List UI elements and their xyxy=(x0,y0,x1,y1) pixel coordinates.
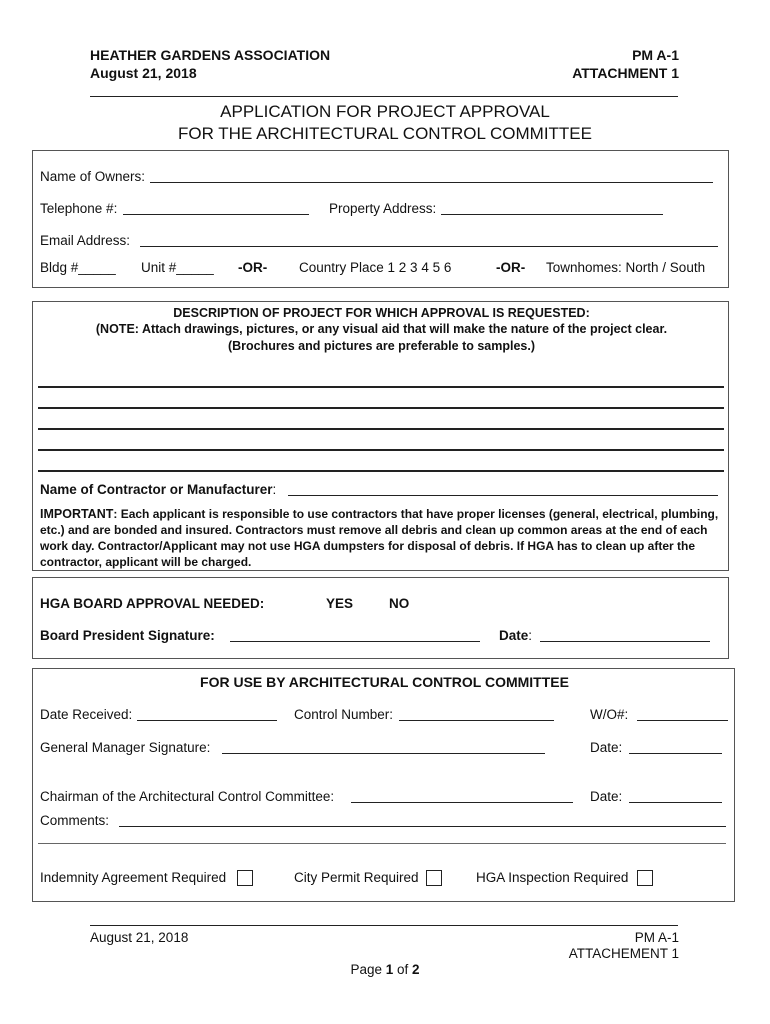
owner-info-box xyxy=(32,150,729,288)
description-note-2: (Brochures and pictures are preferable to samples.) xyxy=(227,339,536,353)
important-text: : Each applicant is responsible to use contractors that have proper licenses (general, electrical, plumbing, etc.) and are bonded and insured. Contractors must remove all debris and clean up common areas at the end of each work day. Contractor/Applicant may not use HGA dumpsters for disposal of debris. If HGA has to clean up after the contractor, applicant will be charged. xyxy=(40,507,719,569)
org-name: HEATHER GARDENS ASSOCIATION xyxy=(90,47,331,63)
description-line-2[interactable] xyxy=(38,407,724,409)
committee-heading: FOR USE BY ARCHITECTURAL CONTROL COMMITTEE xyxy=(200,674,569,690)
header-attachment: ATTACHMENT 1 xyxy=(572,65,679,81)
control-number-field[interactable] xyxy=(399,720,554,721)
country-place-options[interactable]: Country Place 1 2 3 4 5 6 xyxy=(299,260,452,275)
description-line-3[interactable] xyxy=(38,428,724,430)
wo-label: W/O#: xyxy=(590,707,629,722)
or-label-2: -OR- xyxy=(496,260,526,275)
indemnity-checkbox[interactable] xyxy=(237,870,253,886)
unit-field[interactable]: Unit #_____ xyxy=(141,260,214,275)
indemnity-label: Indemnity Agreement Required xyxy=(40,870,227,885)
board-signature-field[interactable] xyxy=(230,641,480,642)
chairman-date-field[interactable] xyxy=(629,802,722,803)
contractor-field[interactable] xyxy=(288,495,718,496)
date-received-label: Date Received: xyxy=(40,707,133,722)
hga-inspection-checkbox[interactable] xyxy=(637,870,653,886)
property-address-field[interactable] xyxy=(441,214,663,215)
city-permit-label: City Permit Required xyxy=(294,870,419,885)
comments-label: Comments: xyxy=(40,813,110,828)
committee-box xyxy=(32,668,735,902)
gm-date-label: Date: xyxy=(590,740,623,755)
footer-attachment: ATTACHEMENT 1 xyxy=(568,946,679,961)
chairman-signature-field[interactable] xyxy=(351,802,573,803)
description-line-5[interactable] xyxy=(38,470,724,472)
board-date-colon: : xyxy=(528,628,533,643)
page-number xyxy=(0,962,770,977)
control-number-label: Control Number: xyxy=(294,707,394,722)
description-line-4[interactable] xyxy=(38,449,724,451)
chairman-label: Chairman of the Architectural Control Committee: xyxy=(40,789,335,804)
email-field[interactable] xyxy=(140,246,718,247)
date-received-field[interactable] xyxy=(137,720,277,721)
page-of: of xyxy=(393,962,413,977)
contractor-colon: : xyxy=(272,482,277,497)
description-line-1[interactable] xyxy=(38,386,724,388)
description-box xyxy=(32,301,729,571)
board-approval-label: HGA BOARD APPROVAL NEEDED: xyxy=(40,596,265,611)
page-prefix: Page xyxy=(350,962,386,977)
footer-code: PM A-1 xyxy=(634,930,679,945)
owners-name-label: Name of Owners: xyxy=(40,169,146,184)
gm-signature-label: General Manager Signature: xyxy=(40,740,211,755)
form-title-line1: APPLICATION FOR PROJECT APPROVAL xyxy=(220,102,550,121)
header-date: August 21, 2018 xyxy=(90,65,197,81)
form-title-line2: FOR THE ARCHITECTURAL CONTROL COMMITTEE xyxy=(177,124,592,143)
telephone-label: Telephone #: xyxy=(40,201,118,216)
important-notice xyxy=(40,506,724,570)
email-label: Email Address: xyxy=(40,233,131,248)
wo-field[interactable] xyxy=(637,720,728,721)
header-code: PM A-1 xyxy=(632,47,679,63)
header-divider xyxy=(90,96,678,97)
property-address-label: Property Address: xyxy=(329,201,437,216)
bldg-field[interactable]: Bldg #_____ xyxy=(40,260,116,275)
contractor-label: Name of Contractor or Manufacturer xyxy=(40,482,273,497)
important-label: IMPORTANT xyxy=(40,507,114,521)
board-date-label: Date xyxy=(499,628,529,643)
gm-date-field[interactable] xyxy=(629,753,722,754)
description-note: (NOTE: Attach drawings, pictures, or any visual aid that will make the nature of the project clear. xyxy=(95,322,668,336)
description-heading: DESCRIPTION OF PROJECT FOR WHICH APPROVAL IS REQUESTED: xyxy=(173,306,590,320)
comments-field-2[interactable] xyxy=(38,843,726,844)
board-signature-label: Board President Signature: xyxy=(40,628,215,643)
or-label-1: -OR- xyxy=(238,260,268,275)
comments-field[interactable] xyxy=(119,826,726,827)
no-option[interactable]: NO xyxy=(389,596,410,611)
footer-date: August 21, 2018 xyxy=(90,930,189,945)
footer-divider xyxy=(90,925,678,926)
telephone-field[interactable] xyxy=(123,214,309,215)
city-permit-checkbox[interactable] xyxy=(426,870,442,886)
owners-name-field[interactable] xyxy=(150,182,713,183)
townhomes-options[interactable]: Townhomes: North / South xyxy=(546,260,706,275)
yes-option[interactable]: YES xyxy=(326,596,354,611)
board-approval-box xyxy=(32,577,729,659)
page-total: 2 xyxy=(412,962,420,977)
board-date-field[interactable] xyxy=(540,641,710,642)
gm-signature-field[interactable] xyxy=(222,753,545,754)
hga-inspection-label: HGA Inspection Required xyxy=(476,870,629,885)
page-current: 1 xyxy=(385,962,394,977)
chairman-date-label: Date: xyxy=(590,789,623,804)
